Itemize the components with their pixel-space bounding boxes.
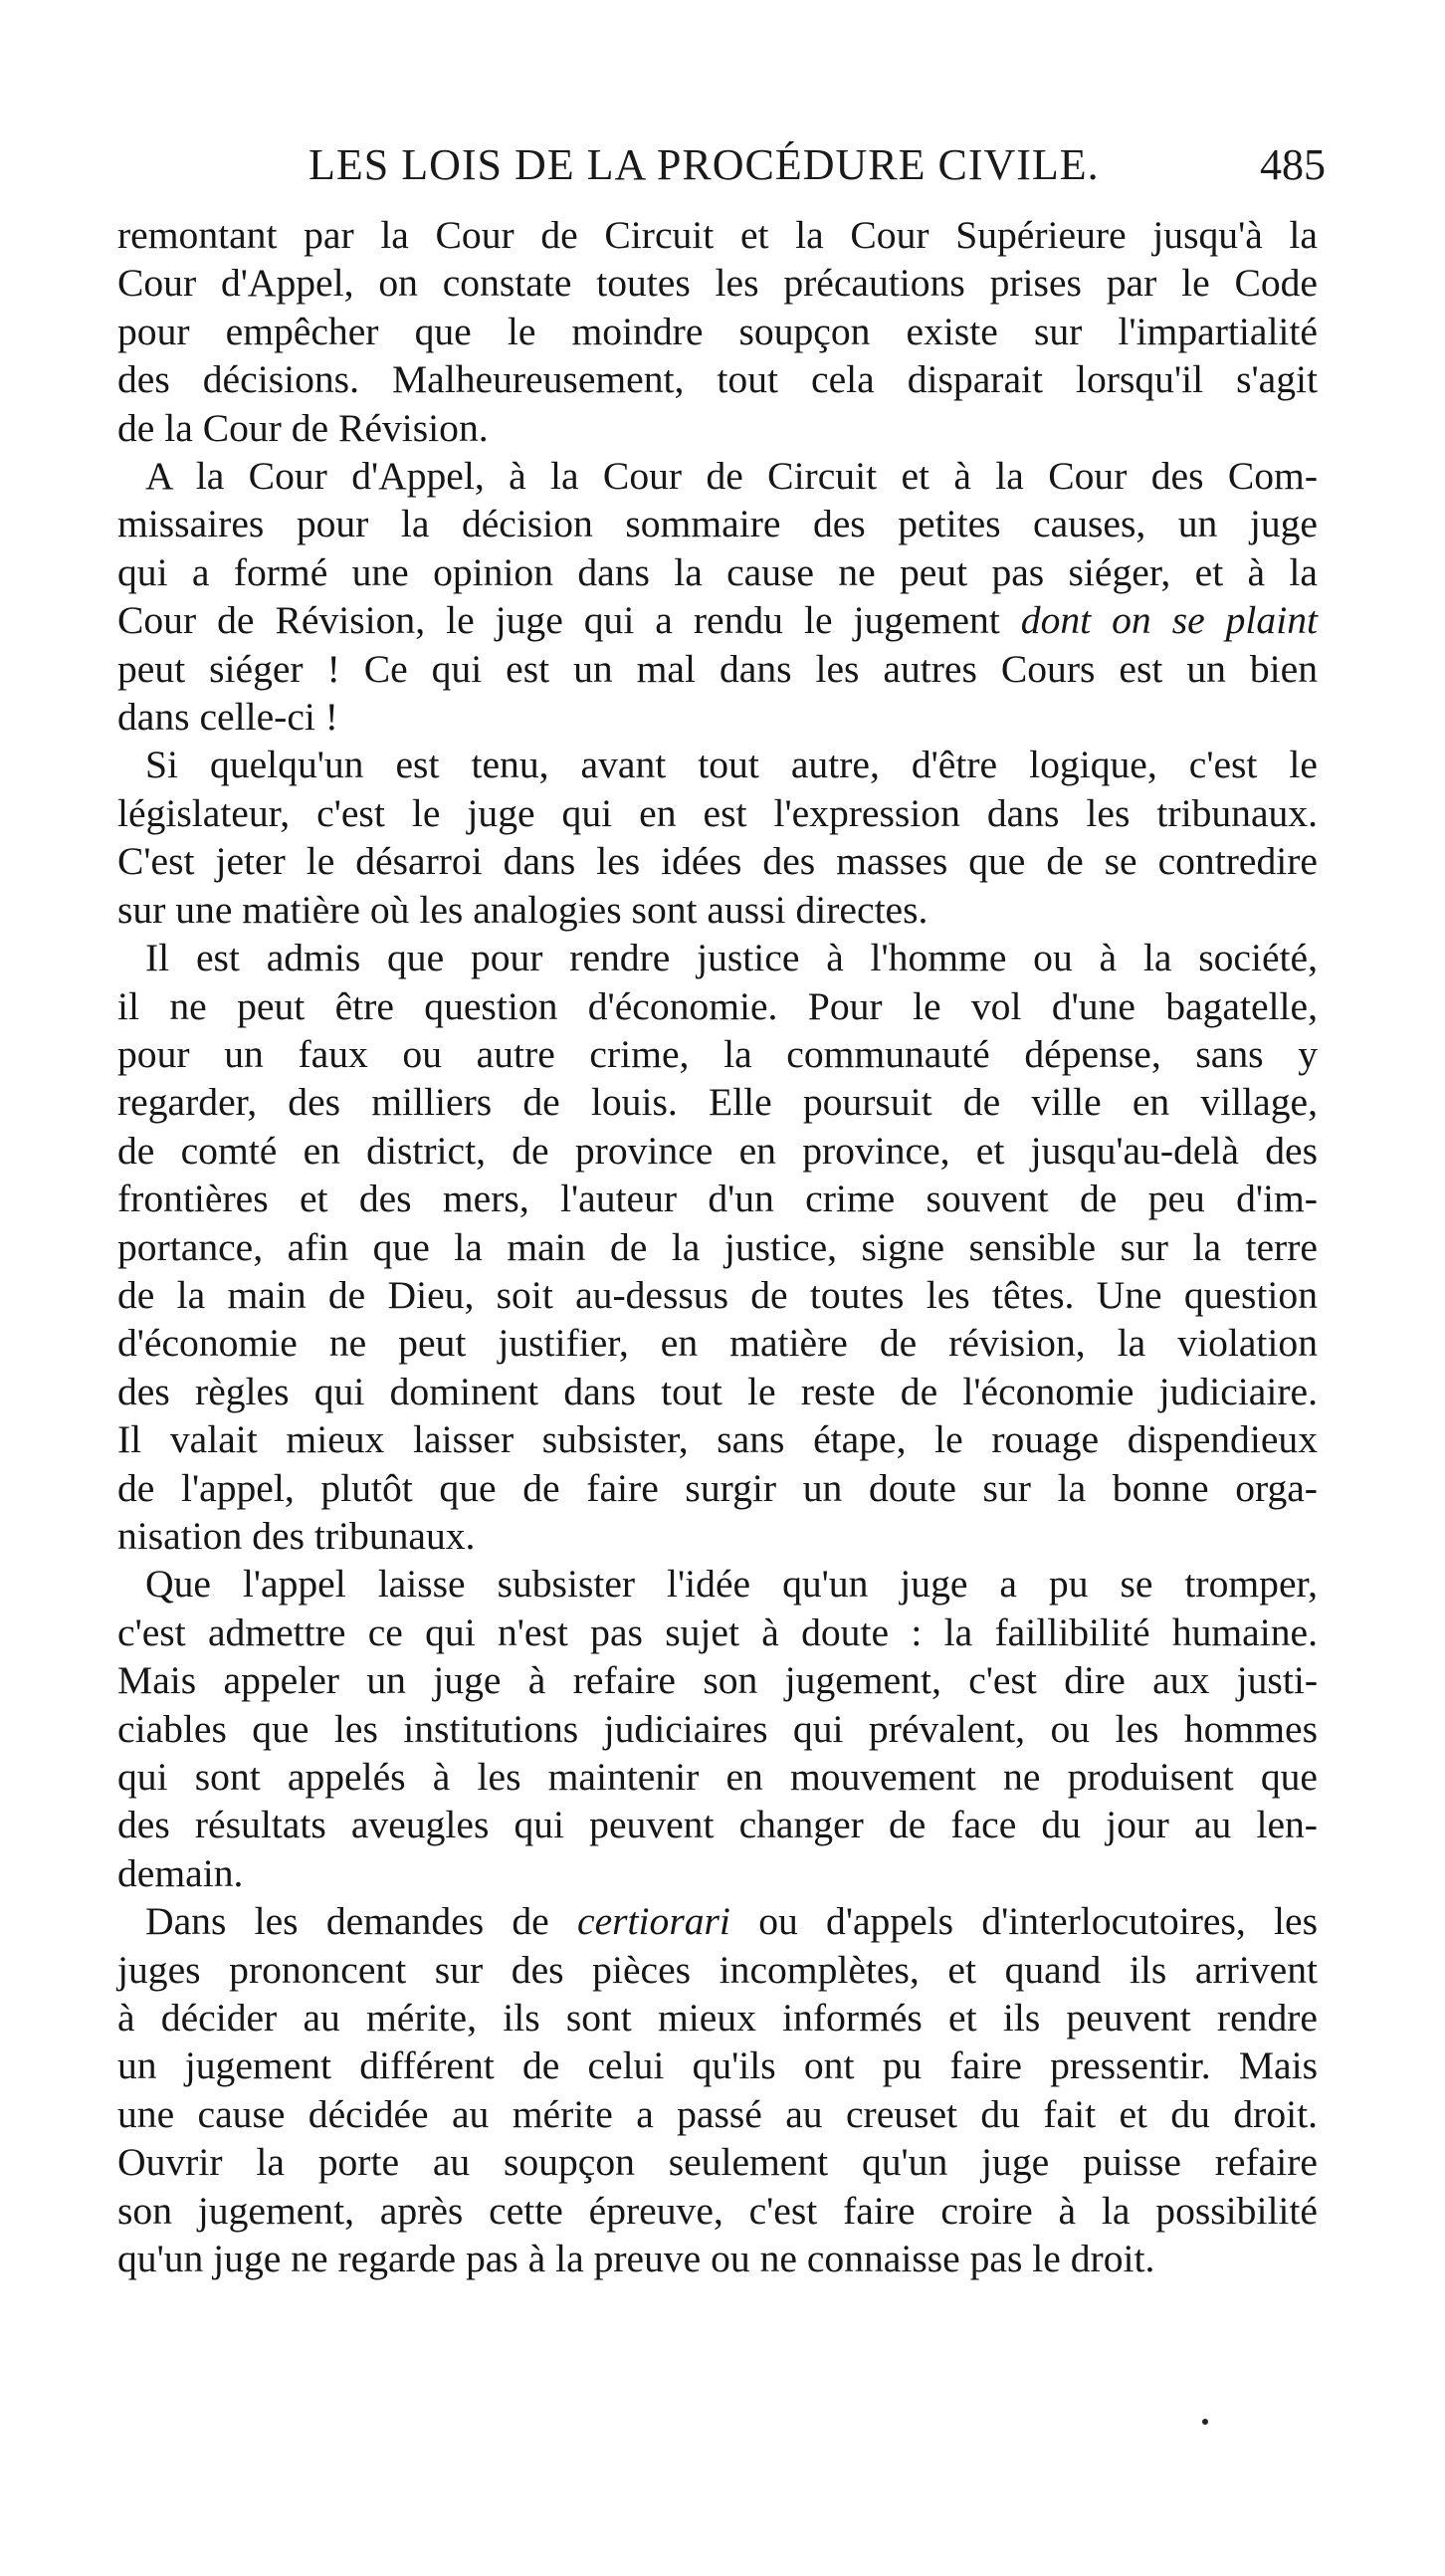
body-text <box>117 211 1318 2282</box>
text-line: de l'appel, plutôt que de faire surgir un doute sur la bonne orga- <box>117 1465 1318 1510</box>
text-line: Il est admis que pour rendre justice à l'homme ou à la société, <box>145 936 1318 980</box>
text-segment: Dans les demandes de <box>145 1899 549 1944</box>
text-line: pour un faux ou autre crime, la communauté dépense, sans y <box>117 1031 1318 1076</box>
text-line: nisation des tribunaux. <box>117 1513 476 1558</box>
paragraph-5 <box>117 1560 1318 1897</box>
text-line-with-italic <box>117 596 1318 644</box>
text-line: remontant par la Cour de Circuit et la Cour Supérieure jusqu'à la <box>117 213 1318 257</box>
text-segment: Cour de Révision, le juge qui a rendu le jugement <box>117 598 1000 643</box>
text-line: missaires pour la décision sommaire des petites causes, un juge <box>117 502 1318 546</box>
text-line: demain. <box>117 1850 244 1895</box>
ink-speck <box>1202 2419 1208 2425</box>
text-line: sur une matière où les analogies sont aussi directes. <box>117 887 929 932</box>
text-line: il ne peut être question d'économie. Pour le vol d'une bagatelle, <box>117 983 1318 1028</box>
text-line: son jugement, après cette épreuve, c'est faire croire à la possibilité <box>117 2188 1318 2233</box>
paragraph-1 <box>117 211 1318 452</box>
text-line: A la Cour d'Appel, à la Cour de Circuit et à la Cour des Com- <box>145 454 1318 499</box>
italic-word: certiorari <box>577 1899 730 1944</box>
text-line: un jugement différent de celui qu'ils ont pu faire pressentir. Mais <box>117 2043 1318 2088</box>
text-line: des règles qui dominent dans tout le reste de l'économie judiciaire. <box>117 1369 1318 1413</box>
text-line: qui sont appelés à les maintenir en mouvement ne produisent que <box>117 1755 1318 1799</box>
text-segment: ou d'appels d'interlocutoires, les <box>758 1899 1318 1944</box>
text-line: qui a formé une opinion dans la cause ne peut pas siéger, et à la <box>117 549 1318 594</box>
text-line-with-italic <box>117 1897 1318 1945</box>
text-line: de la main de Dieu, soit au-dessus de toutes les têtes. Une question <box>117 1272 1318 1317</box>
paragraph-4 <box>117 934 1318 1560</box>
text-line: d'économie ne peut justifier, en matière de révision, la violation <box>117 1321 1318 1366</box>
text-line: législateur, c'est le juge qui en est l'expression dans les tribunaux. <box>117 790 1318 835</box>
text-line: des résultats aveugles qui peuvent changer de face du jour au len- <box>117 1803 1318 1847</box>
text-line: Si quelqu'un est tenu, avant tout autre, d'être logique, c'est le <box>145 743 1318 787</box>
page-number: 485 <box>1260 140 1326 189</box>
text-line: à décider au mérite, ils sont mieux informés et ils peuvent rendre <box>117 1996 1318 2040</box>
paragraph-2 <box>117 452 1318 741</box>
text-line: des décisions. Malheureusement, tout cela disparait lorsqu'il s'agit <box>117 357 1318 402</box>
text-line: pour empêcher que le moindre soupçon existe sur l'impartialité <box>117 309 1318 353</box>
text-line: une cause décidée au mérite a passé au creuset du fait et du droit. <box>117 2091 1318 2136</box>
text-line: regarder, des milliers de louis. Elle poursuit de ville en village, <box>117 1080 1318 1125</box>
text-line: c'est admettre ce qui n'est pas sujet à doute : la faillibilité humaine. <box>117 1610 1318 1654</box>
text-line: qu'un juge ne regarde pas à la preuve ou ne connaisse pas le droit. <box>117 2237 1155 2281</box>
running-header <box>100 139 1326 199</box>
text-line: portance, afin que la main de la justice, signe sensible sur la terre <box>117 1224 1318 1269</box>
text-line: C'est jeter le désarroi dans les idées des masses que de se contredire <box>117 839 1318 884</box>
italic-phrase: dont on se plaint <box>1020 598 1318 643</box>
paragraph-6 <box>117 1897 1318 2282</box>
text-line: Mais appeler un juge à refaire son jugement, c'est dire aux justi- <box>117 1658 1318 1703</box>
running-title: LES LOIS DE LA PROCÉDURE CIVILE. <box>309 140 1100 189</box>
text-line: juges prononcent sur des pièces incomplètes, et quand ils arrivent <box>117 1947 1318 1992</box>
paragraph-3 <box>117 741 1318 934</box>
text-line: Cour d'Appel, on constate toutes les précautions prises par le Code <box>117 261 1318 306</box>
text-line: Ouvrir la porte au soupçon seulement qu'un juge puisse refaire <box>117 2140 1318 2185</box>
text-line: Il valait mieux laisser subsister, sans étape, le rouage dispendieux <box>117 1417 1318 1462</box>
text-line: frontières et des mers, l'auteur d'un crime souvent de peu d'im- <box>117 1177 1318 1221</box>
text-line: peut siéger ! Ce qui est un mal dans les autres Cours est un bien <box>117 646 1318 691</box>
text-line: de la Cour de Révision. <box>117 405 489 450</box>
text-line: dans celle-ci ! <box>117 695 338 740</box>
text-line: Que l'appel laisse subsister l'idée qu'un juge a pu se tromper, <box>145 1562 1318 1607</box>
text-line: de comté en district, de province en province, et jusqu'au-delà des <box>117 1128 1318 1173</box>
text-line: ciables que les institutions judiciaires qui prévalent, ou les hommes <box>117 1706 1318 1751</box>
